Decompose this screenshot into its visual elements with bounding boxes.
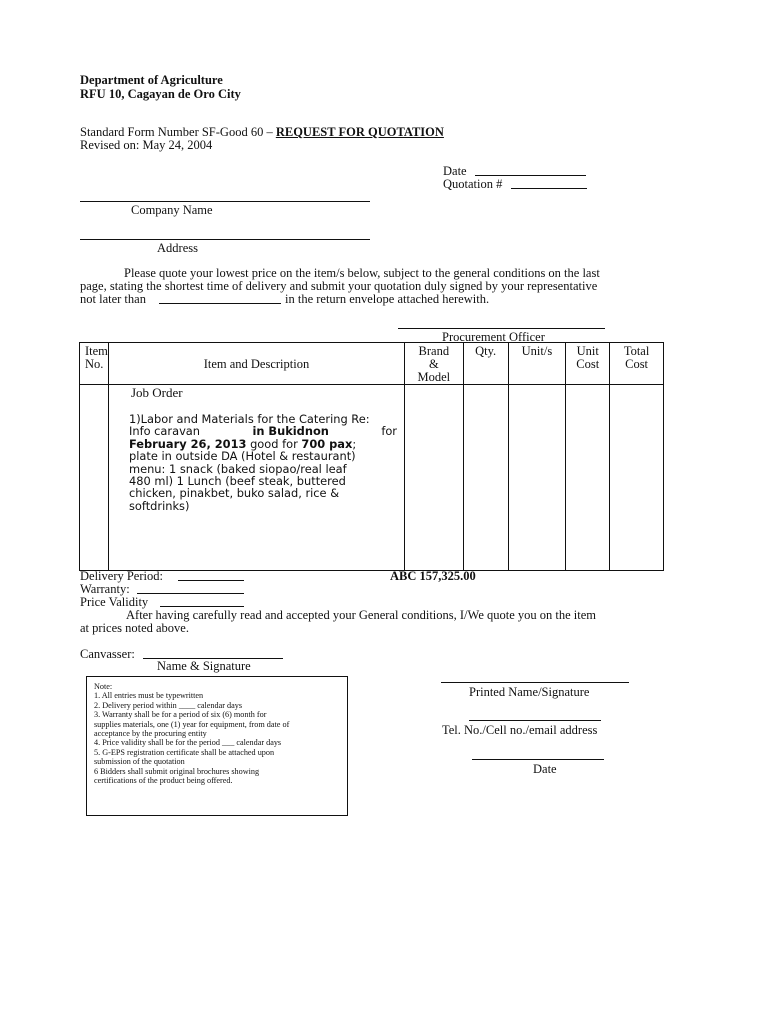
desc-line: plate in outside DA (Hotel & restaurant)	[128, 449, 356, 464]
address-line[interactable]	[80, 239, 370, 240]
quotation-label: Quotation #	[443, 177, 503, 191]
note-line: 5. G-EPS registration certificate shall be attached upon	[94, 747, 275, 757]
note-line: 6 Bidders shall submit original brochures showing	[94, 766, 260, 776]
delivery-period-line[interactable]	[178, 580, 244, 581]
cell-units[interactable]	[508, 385, 566, 571]
form-number	[80, 125, 444, 139]
company-name-line[interactable]	[80, 201, 370, 202]
note-line: 1. All entries must be typewritten	[94, 691, 204, 701]
quotation-field-line[interactable]	[511, 188, 587, 189]
header-unit-cost: Unit Cost	[566, 343, 610, 385]
intro-line-3a: not later than	[80, 292, 146, 306]
notes-box	[86, 676, 348, 816]
note-line: acceptance by the procuring entity	[94, 729, 207, 739]
acceptance-line-1: After having carefully read and accepted your General conditions, I/We quote you on the item	[126, 608, 596, 622]
warranty-label: Warranty:	[80, 582, 130, 596]
price-validity-line[interactable]	[160, 606, 244, 607]
header-item-no: Item No.	[80, 343, 109, 385]
department-name: Department of Agriculture	[80, 73, 223, 87]
item-description	[129, 413, 397, 512]
cell-description	[108, 385, 404, 571]
date-field-line[interactable]	[475, 175, 586, 176]
procurement-officer-label: Procurement Officer	[442, 330, 545, 344]
desc-line: 1)Labor and Materials for the Catering Re:	[128, 412, 370, 426]
date-label: Date	[443, 164, 467, 178]
form-title: REQUEST FOR QUOTATION	[275, 125, 444, 139]
warranty-line[interactable]	[137, 593, 244, 594]
deadline-field-line[interactable]	[159, 303, 281, 304]
job-order-label: Job Order	[130, 385, 183, 400]
cell-qty[interactable]	[463, 385, 508, 571]
procurement-officer-line[interactable]	[398, 328, 605, 329]
name-signature-label: Name & Signature	[157, 659, 251, 673]
company-name-label: Company Name	[131, 203, 213, 217]
printed-name-label: Printed Name/Signature	[469, 685, 590, 699]
cell-total-cost[interactable]	[610, 385, 664, 571]
cell-item-no[interactable]	[80, 385, 109, 571]
desc-line: February 26, 2013 good for 700 pax;	[128, 436, 357, 451]
revised-date: Revised on: May 24, 2004	[80, 138, 213, 152]
desc-line: Info caravan in Bukidnon for	[128, 424, 397, 439]
acceptance-line-2: at prices noted above.	[80, 621, 189, 635]
printed-name-line[interactable]	[441, 682, 629, 683]
note-line: supplies materials, one (1) year for equipment, from date of	[94, 719, 290, 729]
intro-line-3b: in the return envelope attached herewith.	[285, 292, 490, 306]
date-signature-label: Date	[533, 762, 557, 776]
intro-line-1: Please quote your lowest price on the item/s below, subject to the general conditions on the last	[124, 266, 600, 280]
table-row	[80, 385, 664, 571]
intro-line-2: page, stating the shortest time of delivery and submit your quotation duly signed by your representative	[80, 279, 598, 293]
cell-unit-cost[interactable]	[566, 385, 610, 571]
header-brand-model: Brand & Model	[404, 343, 463, 385]
tel-label: Tel. No./Cell no./email address	[442, 723, 598, 737]
desc-line: menu: 1 snack (baked siopao/real leaf	[128, 461, 347, 476]
header-qty: Qty.	[463, 343, 508, 385]
tel-line[interactable]	[469, 720, 601, 721]
note-line: submission of the quotation	[94, 757, 185, 767]
header-description: Item and Description	[108, 343, 404, 385]
price-validity-label: Price Validity	[80, 595, 149, 609]
note-line: 4. Price validity shall be for the period ___ calendar days	[94, 738, 282, 748]
office-name: RFU 10, Cagayan de Oro City	[80, 87, 241, 101]
note-line: certifications of the product being offered.	[94, 776, 233, 786]
date-signature-line[interactable]	[472, 759, 604, 760]
cell-brand-model[interactable]	[404, 385, 463, 571]
desc-line: softdrinks)	[128, 498, 190, 513]
header-units: Unit/s	[508, 343, 566, 385]
desc-line: chicken, pinakbet, buko salad, rice &	[128, 486, 340, 501]
form-prefix: Standard Form Number SF-Good 60 –	[80, 125, 276, 139]
quotation-table	[79, 342, 664, 571]
desc-line: 480 ml) 1 Lunch (beef steak, buttered	[128, 474, 346, 489]
canvasser-label: Canvasser:	[80, 647, 135, 661]
note-line: 3. Warranty shall be for a period of six (6) month for	[94, 710, 267, 720]
abc-amount: ABC 157,325.00	[390, 569, 476, 583]
note-line: Note:	[94, 682, 113, 691]
delivery-period-label: Delivery Period:	[80, 569, 163, 583]
header-total-cost: Total Cost	[610, 343, 664, 385]
table-header-row	[80, 343, 664, 385]
address-label: Address	[157, 241, 198, 255]
note-line: 2. Delivery period within ____ calendar days	[94, 700, 243, 710]
